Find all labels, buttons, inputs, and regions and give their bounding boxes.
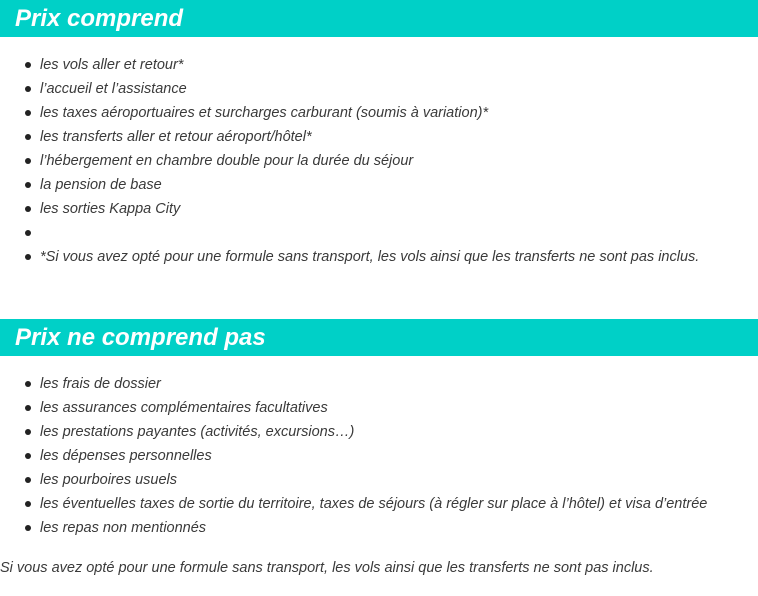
bullet-icon <box>25 110 31 116</box>
bullet-icon <box>25 230 31 236</box>
list-item-text: les pourboires usuels <box>40 472 178 488</box>
bullet-icon <box>25 62 31 68</box>
excluded-section-title: Prix ne comprend pas <box>15 324 266 351</box>
excluded-list <box>0 372 758 540</box>
list-item <box>0 77 758 101</box>
bullet-icon <box>25 405 31 411</box>
list-item-text: les frais de dossier <box>40 376 161 392</box>
list-item <box>0 372 758 396</box>
list-item-text: l’hébergement en chambre double pour la durée du séjour <box>40 153 414 169</box>
list-item <box>0 173 758 197</box>
list-item <box>0 396 758 420</box>
bullet-icon <box>25 158 31 164</box>
list-item <box>0 101 758 125</box>
included-section-header <box>0 0 758 37</box>
list-item <box>0 516 758 540</box>
bullet-icon <box>25 477 31 483</box>
list-item <box>0 197 758 221</box>
bullet-icon <box>25 134 31 140</box>
list-item-text: les vols aller et retour* <box>40 57 184 73</box>
list-item <box>0 53 758 77</box>
excluded-section-header <box>0 319 758 356</box>
list-item-text: les prestations payantes (activités, excursions…) <box>40 424 355 440</box>
list-item-empty <box>0 221 758 245</box>
list-item <box>0 125 758 149</box>
bullet-icon <box>25 254 31 260</box>
bullet-icon <box>25 86 31 92</box>
list-item-text: l’accueil et l’assistance <box>40 81 187 97</box>
bullet-icon <box>25 182 31 188</box>
bullet-icon <box>25 501 31 507</box>
list-item-text: les transferts aller et retour aéroport/hôtel* <box>40 129 312 145</box>
list-item <box>0 468 758 492</box>
bullet-icon <box>25 525 31 531</box>
included-list <box>0 53 758 269</box>
list-item-text: les assurances complémentaires facultatives <box>40 400 328 416</box>
included-section-title: Prix comprend <box>15 5 184 32</box>
list-item <box>0 420 758 444</box>
list-item <box>0 444 758 468</box>
list-item-text: *Si vous avez opté pour une formule sans transport, les vols ainsi que les transferts ne sont pas inclus. <box>40 249 700 265</box>
bullet-icon <box>25 381 31 387</box>
bullet-icon <box>25 206 31 212</box>
list-item <box>0 492 758 516</box>
list-item <box>0 149 758 173</box>
list-item-text: les sorties Kappa City <box>40 201 181 217</box>
list-item-text: la pension de base <box>40 177 162 193</box>
list-item-text: les repas non mentionnés <box>40 520 207 536</box>
bullet-icon <box>25 429 31 435</box>
list-item-text: les éventuelles taxes de sortie du territoire, taxes de séjours (à régler sur place à l’hôtel) et visa d’entrée <box>40 496 708 512</box>
list-item-note <box>0 245 758 269</box>
bullet-icon <box>25 453 31 459</box>
footnote: Si vous avez opté pour une formule sans transport, les vols ainsi que les transferts ne sont pas inclus. <box>0 560 654 576</box>
list-item-text: les dépenses personnelles <box>40 448 212 464</box>
list-item-text: les taxes aéroportuaires et surcharges carburant (soumis à variation)* <box>40 105 489 121</box>
